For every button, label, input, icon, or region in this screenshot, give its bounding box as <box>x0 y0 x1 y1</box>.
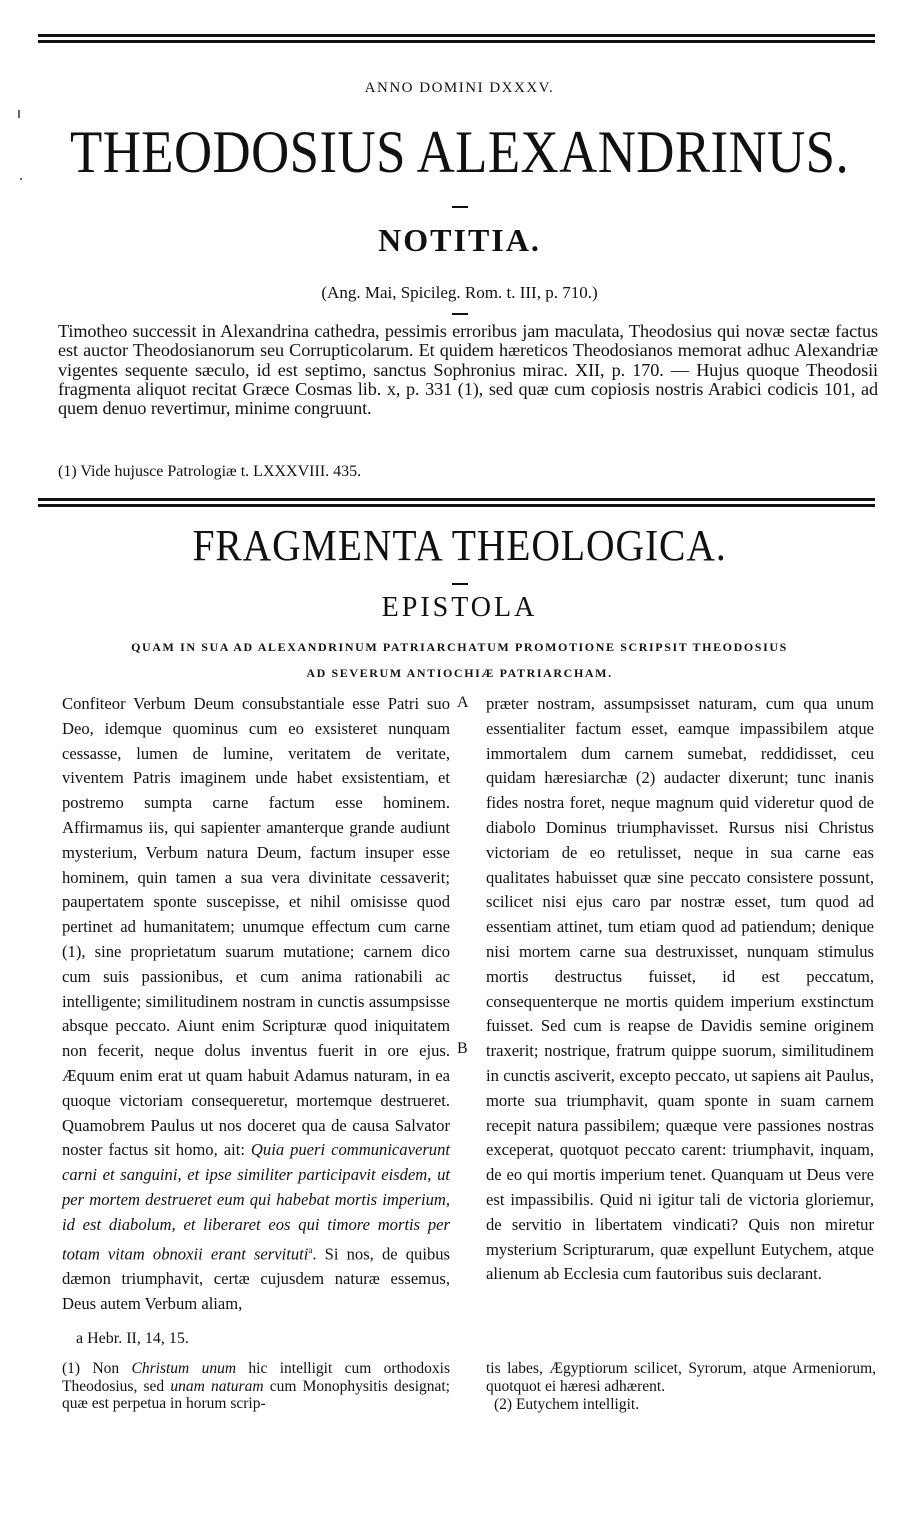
footnote-2: (2) Eutychem intelligit. <box>494 1396 640 1413</box>
footnote-1-end: cum Monophysitis designat; quæ est perpetua in horum scrip- <box>62 1377 450 1412</box>
footnote-1-continued: tis labes, Ægyptiorum scilicet, Syrorum, atque Armeniorum, quotquot ei hæresi adhærent. <box>486 1360 876 1395</box>
section-subtitle: EPISTOLA <box>381 592 538 623</box>
top-rule <box>38 34 875 43</box>
left-column-body: Confiteor Verbum Deum consubstantiale esse Patri suo Deo, idemque quominus cum eo exsisteret nunquam cessasse, lumen de lumine, veritatem de veritate, viventem Patris imaginem unde habet exsistentiam, et postremo sumpta carne factum esse hominem. Affirmamus iis, qui sapienter amanterque grande audiunt mysterium, Verbum natura Deum, factum insuper esse hominem, quin tamen a sua vera divinitate cessaverit; paupertatem sponte suscepisse, et nihil omisisse quod pertinet ad humanitatem; unumque effectum cum carne (1), sine proprietatum suarum mutatione; carnem dico cum suis passionibus, et cum anima rationabili ac intelligente; similitudinem nostram in cunctis assumpsisse absque peccato. Aiunt enim Scripturæ quod iniquitatem non fecerit, neque dolus inventus fuerit in ore ejus. Æquum enim erat ut quam habuit Adamus naturam, in ea quoque victoriam consequeretur, mortemque destrueret. Quamobrem Paulus ut nos doceret qua de causa Salvator noster factus sit homo, ait: <box>62 694 450 1160</box>
section-title: FRAGMENTA THEOLOGICA. <box>192 521 727 570</box>
footnote-1 <box>62 1360 450 1413</box>
intro-footnote: (1) Vide hujusce Patrologiæ t. LXXXVIII. 435. <box>58 463 362 480</box>
divider-dash <box>452 206 468 208</box>
column-marker-b: B <box>457 1040 468 1057</box>
year-line: ANNO DOMINI DXXXV. <box>364 80 555 96</box>
scan-speck <box>20 178 22 180</box>
footnote-1-start: (1) Non <box>62 1360 120 1377</box>
footnote-1-middle: hic intelligit cum orthodoxis Theodosius, sed <box>62 1360 450 1395</box>
quote-note-mark: a <box>308 1244 313 1255</box>
footnote-1-italic-1: Christum unum <box>131 1360 237 1377</box>
section-rule <box>38 498 875 507</box>
scan-speck <box>18 110 20 118</box>
verse-reference: a Hebr. II, 14, 15. <box>76 1330 189 1347</box>
notitia-heading: NOTITIA. <box>378 222 541 258</box>
left-column-tail: . Si nos, de quibus dæmon triumphavit, certæ cujusdem naturæ essemus, Deus autem Verbum aliam, <box>62 1244 450 1313</box>
divider-dash <box>452 583 468 585</box>
column-marker-a: A <box>457 694 469 711</box>
source-citation: (Ang. Mai, Spicileg. Rom. t. III, p. 710.) <box>321 283 598 302</box>
divider-dash <box>452 313 468 315</box>
epistola-heading-line-2: AD SEVERUM ANTIOCHIÆ PATRIARCHAM. <box>306 666 613 680</box>
right-column-text: præter nostram, assumpsisset naturam, cum qua unum essentialiter factum esset, eamque impassibilem atque immortalem dum carnem sumebat, reddidisset, ceu quidam hæresiarchæ (2) audacter dixerunt; tunc inanis fides nostra foret, neque magnum quid videretur quod de diabolo Dominus triumphavisset. Rursus nisi Christus victoriam de eo retulisset, neque in sua carne eas qualitates habuisset quæ sine peccato consistere possunt, scilicet nisi ejus caro par nostræ esset, tum quod ad essentiam attinet, tum etiam quod ad patiendum; denique nisi mortem carne sua destruxisset, nunquam stimulus mortis destructus fuisset, id est peccatum, consequenterque ne mortis quidem imperium exstinctum fuisset. Sed cum is reapse de Davidis semine originem traxerit; nostrique, fratrum quippe suorum, similitudinem in cunctis asciverit, excepto peccato, ut sapiens ait Paulus, morte sua triumphavit, quam sponte in suam carnem recepit natura passibilem; quæque vere passiones nostras exceperat, quotquot peccato carent: triumphavit, inquam, de eo qui mortis imperium tenet. Quanquam ut Deus vere est impassibilis. Quid ni igitur tali de victoria gloriemur, de servitio in libertatem vindicati? Quis non miretur mysterium Scripturarum, quæ expellunt Eutychem, atque alienum ab Ecclesia cum fautoribus suis declarant. <box>486 694 874 1284</box>
left-column-text <box>62 692 450 1316</box>
footnote-1-italic-2: unam naturam <box>170 1377 264 1395</box>
epistola-heading-line-1: QUAM IN SUA AD ALEXANDRINUM PATRIARCHATUM PROMOTIONE SCRIPSIT THEODOSIUS <box>131 640 788 654</box>
page-title: THEODOSIUS ALEXANDRINUS. <box>70 119 850 185</box>
intro-paragraph: Timotheo successit in Alexandrina cathedra, pessimis erroribus jam maculata, Theodosius qui novæ sectæ factus est auctor Theodosianorum seu Corrupticolarum. Et quidem hæreticos Theodosianos memorat adhuc Alexandriæ vigentes sequente sæculo, id est septimo, sanctus Sophronius mirac. XII, p. 170. — Hujus quoque Theodosii fragmenta aliquot recitat Græce Cosmas lib. x, p. 331 (1), sed quæ cum copiosis nostris Arabici codicis 101, ad quem denuo revertimur, minime congruunt. <box>58 321 878 419</box>
scripture-quote: Quia pueri communicaverunt carni et sanguini, et ipse similiter participavit eisdem, ut per mortem destrueret eum qui habebat mortis imperium, id est diabolum, et liberaret eos qui timore mortis per totam vitam obnoxii erant servituti <box>62 1140 450 1264</box>
